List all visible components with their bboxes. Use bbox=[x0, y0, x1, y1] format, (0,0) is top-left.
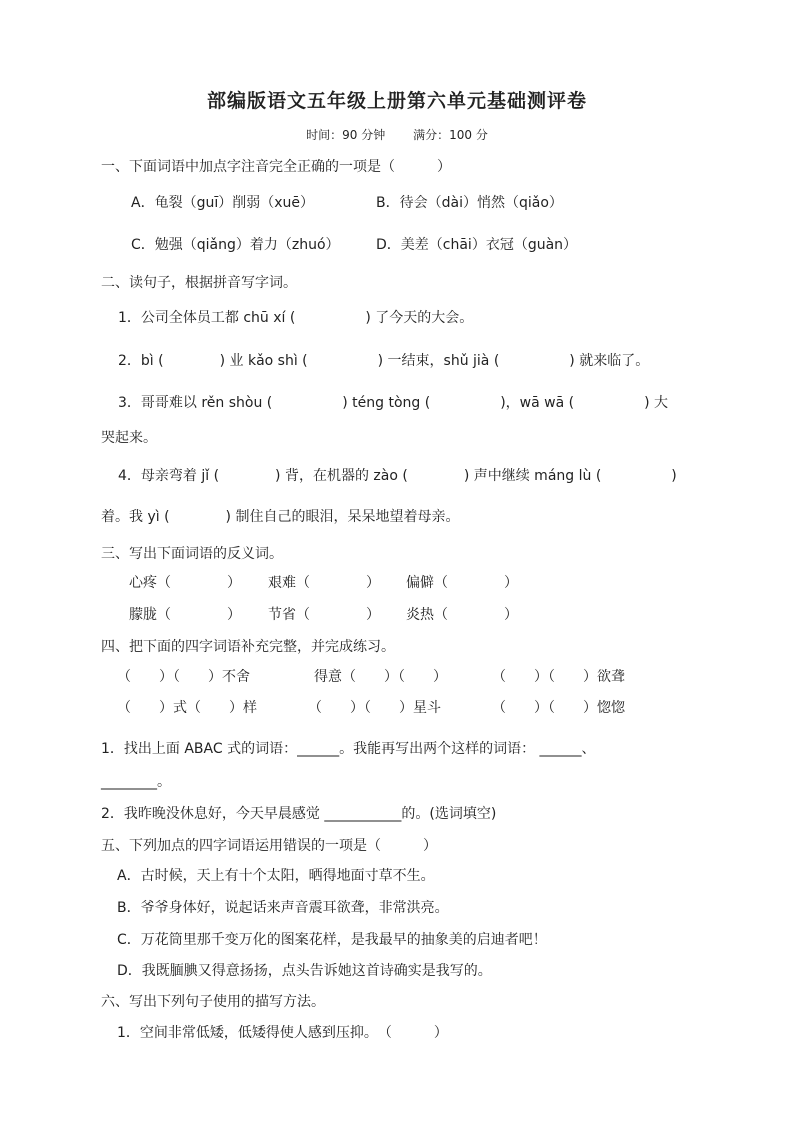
s1-option-d: D．美差（chāi）衣冠（guàn） bbox=[376, 237, 578, 253]
s3-word-5: 节省（ ） bbox=[268, 607, 380, 623]
s5-option-b: B．爷爷身体好，说起话来声音震耳欲聋，非常洪亮。 bbox=[117, 900, 449, 916]
s4-question-1: 1．找出上面 ABAC 式的词语：______。我能再写出两个这样的词语： ______、 bbox=[101, 741, 596, 757]
s2-item-4-cont: 着。我 yì ( ) 制住自己的眼泪，呆呆地望着母亲。 bbox=[101, 509, 460, 525]
s6-question-1: 1．空间非常低矮，低矮得使人感到压抑。 （ ） bbox=[117, 1025, 448, 1041]
s1-option-c: C．勉强（qiǎng）着力（zhuó） bbox=[131, 237, 340, 253]
s4-phrase-2: 得意（ ）（ ） bbox=[314, 669, 447, 685]
s1-option-a: A．龟裂（guī）削弱（xuē） bbox=[131, 195, 314, 211]
s4-question-2: 2．我昨晚没休息好，今天早晨感觉 ___________的。(选词填空) bbox=[101, 806, 497, 822]
s4-question-1-cont: ________。 bbox=[101, 774, 171, 790]
section-1-heading: 一、下面词语中加点字注音完全正确的一项是（ ） bbox=[101, 159, 451, 175]
s3-word-1: 心疼（ ） bbox=[129, 575, 241, 591]
section-2-heading: 二、读句子，根据拼音写字词。 bbox=[101, 275, 297, 291]
exam-score: 满分：100 分 bbox=[413, 128, 488, 142]
s5-option-a: A．古时候，天上有十个太阳，晒得地面寸草不生。 bbox=[117, 868, 435, 884]
s3-word-6: 炎热（ ） bbox=[406, 607, 518, 623]
s5-option-d: D．我既腼腆又得意扬扬，点头告诉她这首诗确实是我写的。 bbox=[117, 963, 492, 979]
s2-item-2: 2．bì ( ) 业 kǎo shì ( ) 一结束，shǔ jià ( ) 就来临了。 bbox=[118, 353, 650, 369]
section-4-heading: 四、把下面的四字词语补充完整，并完成练习。 bbox=[101, 639, 395, 655]
section-3-heading: 三、写出下面词语的反义词。 bbox=[101, 546, 283, 562]
page-title: 部编版语文五年级上册第六单元基础测评卷 bbox=[206, 90, 587, 112]
s4-phrase-5: （ ）（ ）星斗 bbox=[308, 700, 441, 716]
s2-item-4: 4．母亲弯着 jǐ ( ) 背，在机器的 zào ( ) 声中继续 máng lù ( ) bbox=[118, 468, 677, 484]
section-5-heading: 五、下列加点的四字词语运用错误的一项是（ ） bbox=[101, 838, 437, 854]
s4-phrase-4: （ ）式（ ）样 bbox=[117, 700, 257, 716]
exam-time: 时间：90 分钟 bbox=[306, 128, 386, 142]
s3-word-3: 偏僻（ ） bbox=[406, 575, 518, 591]
s2-item-1: 1．公司全体员工都 chū xí ( ) 了今天的大会。 bbox=[118, 310, 474, 326]
section-6-heading: 六、写出下列句子使用的描写方法。 bbox=[101, 994, 325, 1010]
s2-item-3-cont: 哭起来。 bbox=[101, 430, 157, 446]
s4-phrase-3: （ ）（ ）欲聋 bbox=[492, 669, 625, 685]
s3-word-4: 朦胧（ ） bbox=[129, 607, 241, 623]
s3-word-2: 艰难（ ） bbox=[268, 575, 380, 591]
s4-phrase-6: （ ）（ ）惚惚 bbox=[492, 700, 625, 716]
s4-phrase-1: （ ）（ ）不舍 bbox=[117, 669, 250, 685]
s2-item-3: 3．哥哥难以 rěn shòu ( ) téng tòng ( )，wā wā ( ) 大 bbox=[118, 395, 669, 411]
s1-option-b: B．待会（dài）悄然（qiǎo） bbox=[376, 195, 563, 211]
s5-option-c: C．万花筒里那千变万化的图案花样，是我最早的抽象美的启迪者吧！ bbox=[117, 932, 547, 948]
exam-meta bbox=[0, 126, 794, 143]
